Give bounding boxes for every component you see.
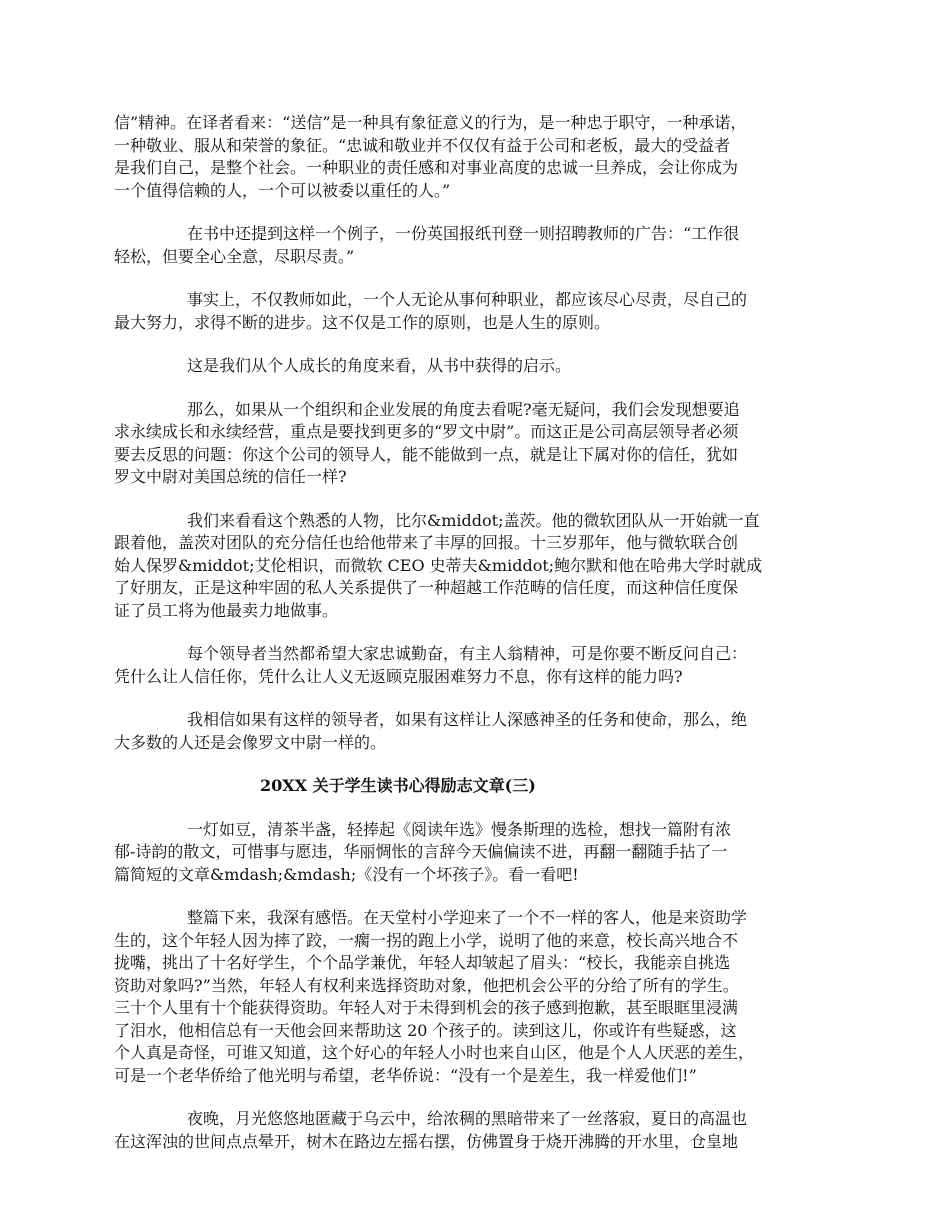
text-line: 个人真是奇怪，可谁又知道，这个好心的年轻人小时也来自山区，他是个人人厌恶的差生， (114, 1043, 755, 1062)
text-line: 要去反思的问题：你这个公司的领导人，能不能做到一点，就是让下属对你的信任，犹如 (114, 444, 739, 464)
paragraph (114, 289, 844, 334)
text-line: 资助对象吗?”当然，年轻人有权利来选择资助对象，他把机会公平的分给了所有的学生。 (114, 975, 739, 995)
paragraph (114, 355, 844, 378)
text-line: 证了员工将为他最卖力地做事。 (114, 600, 339, 620)
text-line: 轻松，但要全心全意，尽职尽责。” (114, 246, 355, 266)
text-line: 那么，如果从一个组织和企业发展的角度去看呢?毫无疑问，我们会发现想要追 (187, 399, 740, 419)
paragraph (114, 1108, 844, 1153)
text-line: 这是我们从个人成长的角度来看，从书中获得的启示。 (187, 356, 572, 375)
paragraph (114, 907, 844, 1087)
paragraph (114, 112, 844, 202)
text-line: 最大努力，求得不断的进步。这不仅是工作的原则，也是人生的原则。 (114, 312, 611, 332)
document-body (114, 112, 844, 1174)
text-line: 大多数的人还是会像罗文中尉一样的。 (114, 732, 387, 752)
text-line: 一个值得信赖的人，一个可以被委以重任的人。” (114, 180, 451, 200)
text-line: 在书中还提到这样一个例子，一份英国报纸刊登一则招聘教师的广告：“工作很 (187, 224, 740, 243)
text-line: 事实上，不仅教师如此，一个人无论从事何种职业，都应该尽心尽责，尽自己的 (187, 290, 748, 309)
paragraph (114, 399, 844, 489)
paragraph (114, 709, 844, 754)
text-line: 可是一个老华侨给了他光明与希望，老华侨说：“没有一个是差生，我一样爱他们!” (114, 1065, 697, 1085)
text-line: 我相信如果有这样的领导者，如果有这样让人深感神圣的任务和使命，那么，绝 (187, 710, 748, 729)
text-line: 求永续成长和永续经营，重点是要找到更多的“罗文中尉”。而这正是公司高层领导者必须 (114, 422, 739, 441)
text-line: 一灯如豆，清茶半盏，轻捧起《阅读年选》慢条斯理的选检，想找一篇附有浓 (187, 819, 732, 839)
section-heading (114, 775, 844, 798)
text-line: 凭什么让人信任你，凭什么让人义无返顾克服困难努力不息，你有这样的能力吗? (114, 666, 683, 686)
text-line: 跟着他，盖茨对团队的充分信任也给他带来了丰厚的回报。十三岁那年，他与微软联合创 (114, 533, 739, 552)
paragraph (114, 819, 844, 887)
text-line: 拢嘴，挑出了十名好学生，个个品学兼优，年轻人却皱起了眉头：“校长，我能亲自挑选 (114, 953, 731, 972)
text-line: 生的，这个年轻人因为摔了跤，一瘸一拐的跑上小学，说明了他的来意，校长高兴地合不 (114, 930, 739, 950)
text-line: 在这浑浊的世间点点晕开，树木在路边左摇右摆，仿佛置身于烧开沸腾的开水里，仓皇地 (114, 1131, 739, 1151)
text-line: 整篇下来，我深有感悟。在天堂村小学迎来了一个不一样的客人，他是来资助学 (187, 908, 748, 927)
text-line: 每个领导者当然都希望大家忠诚勤奋，有主人翁精神，可是你要不断反问自己： (187, 644, 748, 663)
text-line: 一种敬业、服从和荣誉的象征。“忠诚和敬业并不仅仅有益于公司和老板，最大的受益者 (114, 135, 731, 155)
text-line: 篇简短的文章&mdash;&mdash;《没有一个坏孩子》。看一看吧! (114, 864, 579, 884)
text-line: 郁-诗韵的散文，可惜事与愿违，华丽惆怅的言辞今天偏偏读不进，再翻一翻随手拈了一 (114, 842, 728, 861)
text-line: 我们来看看这个熟悉的人物，比尔&middot;盖茨。他的微软团队从一开始就一直 (187, 510, 760, 530)
text-line: 20XX 关于学生读书心得励志文章(三) (260, 776, 536, 795)
paragraph (114, 510, 844, 623)
text-line: 始人保罗&middot;艾伦相识，而微软 CEO 史蒂夫&middot;鲍尔默和他在哈弗大学时就成 (114, 555, 763, 575)
text-line: 是我们自己，是整个社会。一种职业的责任感和对事业高度的忠诚一旦养成，会让你成为 (114, 158, 739, 177)
text-line: 了泪水，他相信总有一天他会回来帮助这 20 个孩子的。读到这儿，你或许有些疑惑，这 (114, 1020, 737, 1040)
text-line: 罗文中尉对美国总统的信任一样? (114, 467, 347, 486)
paragraph (114, 643, 844, 688)
text-line: 了好朋友，正是这种牢固的私人关系提供了一种超越工作范畴的信任度，而这种信任度保 (114, 578, 739, 597)
text-line: 信”精神。在译者看来：“送信”是一种具有象征意义的行为，是一种忠于职守，一种承诺， (114, 113, 747, 132)
paragraph (114, 223, 844, 268)
text-line: 三十个人里有十个能获得资助。年轻人对于未得到机会的孩子感到抱歉，甚至眼眶里浸满 (114, 998, 739, 1017)
text-line: 夜晚，月光悠悠地匿藏于乌云中，给浓稠的黑暗带来了一丝落寂，夏日的高温也 (187, 1109, 748, 1128)
